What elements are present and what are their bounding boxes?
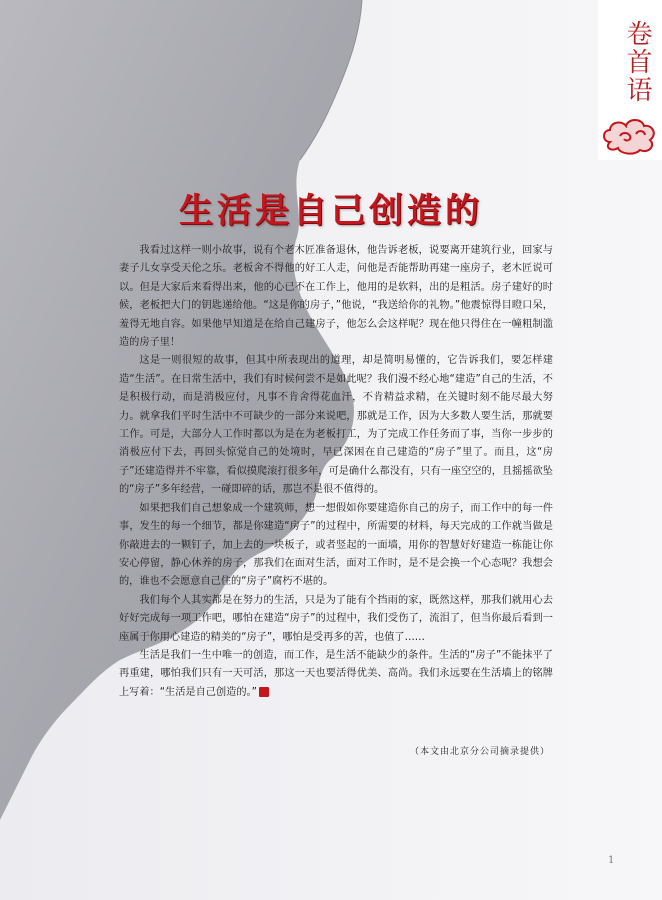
paragraph: 这是一则很短的故事，但其中所表现出的道理，却是简明易懂的，它告诉我们，要怎样建造“生活”。在日常生活中，我们有时候何尝不是如此呢？我们漫不经心地“建造”自己的生活，不是积极行动，而是消极应付，凡事不肯舍得花血汗，不肯精益求精，在关键时刻不能尽最大努力。就拿我们平时生活中不可缺少的一部分来说吧，那就是工作，因为大多数人要生活，那就要工作。可是，大部分人工作时都以为是在为老板打工，为了完成工作任务而了事，当你一步步的消极应付下去，再回头惊觉自己的处境时，早已深困在自己建造的“房子”里了。而且，这“房子”还建造得并不牢靠，看似摸爬滚打很多年，可是确什么都没有，只有一座空空的，且摇摇欲坠的“房子”多年经营，一碰即碎的话，那岂不是很不值得的。	[119, 355, 553, 496]
paragraph: 生活是我们一生中唯一的创造，而工作，是生活不能缺少的条件。生活的“房子”不能抹平了再重建，哪怕我们只有一天可活，那这一天也要活得优美、高尚。我们永远要在生活墙上的铭牌上写着：“生活是自己创造的。”	[119, 649, 553, 698]
article-title: 生活是自己创造的	[179, 191, 483, 231]
section-label: 卷首语	[622, 20, 652, 104]
paragraph: 我看过这样一则小故事，说有个老木匠准备退休，他告诉老板，说要离开建筑行业，回家与妻子儿女享受天伦之乐。老板舍不得他的好工人走，问他是否能帮助再建一座房子，老木匠说可以。但是大家后来看得出来，他的心已不在工作上，他用的是软料，出的是粗活。房子建好的时候，老板把大门的钥匙递给他。“这是你的房子，”他说，“我送给你的礼物。”他震惊得目瞪口呆，羞得无地自容。如果他早知道是在给自己建房子，他怎么会这样呢？现在他只得住在一幢粗制滥造的房子里！	[119, 245, 553, 349]
page-number: 1	[608, 855, 615, 866]
paragraph: 如果把我们自己想象成一个建筑师，想一想假如你要建造你自己的房子，而工作中的每一件事，发生的每一个细节，都是你建造“房子”的过程中，所需要的材料，每天完成的工作就当做是你敲进去的一颗钉子，加上去的一块板子，或者竖起的一面墙，用你的智慧好好建造一栋能让你安心停留，静心休养的房子，那我们在面对生活，面对工作时，是不是会换一个心态呢？我想会的，谁也不会愿意自己住的“房子”腐朽不堪的。	[119, 502, 553, 588]
paragraph-last	[119, 647, 553, 702]
seal-stamp-icon	[259, 687, 269, 697]
paragraph: 我们每个人其实都是在努力的生活，只是为了能有个挡雨的家，既然这样，那我们就用心去好好完成每一项工作吧，哪怕在建造“房子”的过程中，我们受伤了，流泪了，但当你最后看到一座属于你用心建造的精美的“房子”，哪怕是受再多的苦，也值了……	[119, 594, 553, 643]
cloud-ornament-icon	[600, 112, 660, 156]
article-body	[119, 242, 553, 702]
source-note: （本文由北京分公司摘录提供）	[409, 747, 550, 757]
